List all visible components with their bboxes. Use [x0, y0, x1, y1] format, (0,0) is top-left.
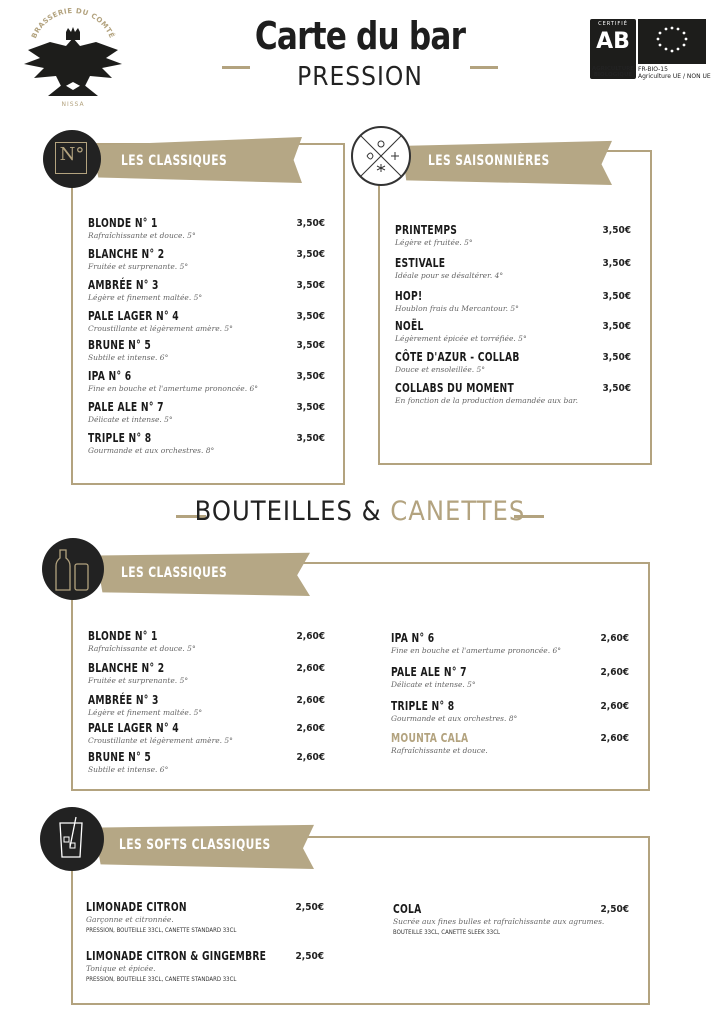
menu-item-name: COLLABS DU MOMENT	[395, 381, 515, 395]
menu-item-name: CÔTE D'AZUR - COLLAB	[395, 350, 520, 364]
menu-item-price: 3,50€	[602, 383, 631, 394]
menu-item-price: 2,60€	[296, 723, 325, 734]
soft-item-formats: BOUTEILLE 33CL, CANETTE SLEEK 33CL	[393, 929, 500, 936]
menu-item-name: BRUNE N° 5	[88, 338, 152, 352]
eu-code: FR-BIO-15	[638, 66, 668, 73]
menu-item-description: Gourmande et aux orchestres. 8°	[391, 714, 518, 723]
menu-item-description: Délicate et intense. 5°	[88, 415, 173, 424]
menu-item-name: NOËL	[395, 319, 424, 333]
menu-item-name: BLONDE N° 1	[88, 216, 158, 230]
menu-item-name: TRIPLE N° 8	[88, 431, 152, 445]
menu-item-name: PALE ALE N° 7	[391, 665, 467, 679]
soft-item-price: 2,50€	[600, 904, 629, 915]
menu-item-description: Légèrement épicée et torréfiée. 5°	[395, 334, 527, 343]
soft-item-name: LIMONADE CITRON & GINGEMBRE	[86, 949, 267, 963]
menu-item-description: Subtile et intense. 6°	[88, 765, 169, 774]
menu-item-price: 3,50€	[296, 371, 325, 382]
menu-item-name: TRIPLE N° 8	[391, 699, 455, 713]
soft-item-description: Sucrée aux fines bulles et rafraîchissante aux agrumes.	[393, 917, 605, 926]
menu-item-price: 2,60€	[296, 631, 325, 642]
bottle-can-icon	[42, 538, 104, 600]
menu-item-description: Idéale pour se désaltérer. 4°	[395, 271, 504, 280]
menu-item-price: 2,60€	[296, 663, 325, 674]
menu-item-description: Rafraîchissante et douce. 5°	[88, 644, 196, 653]
menu-item-name: PRINTEMPS	[395, 223, 458, 237]
menu-item-description: Fruitée et surprenante. 5°	[88, 262, 189, 271]
soft-item-description: Tonique et épicée.	[86, 964, 156, 973]
menu-item-description: Légère et fruitée. 5°	[395, 238, 473, 247]
menu-item-description: Fruitée et surprenante. 5°	[88, 676, 189, 685]
menu-item-name: BLANCHE N° 2	[88, 247, 165, 261]
menu-item-price: 3,50€	[296, 311, 325, 322]
number-badge-icon: N°	[43, 130, 101, 188]
ab-text: AB	[596, 29, 630, 54]
soft-item-price: 2,50€	[295, 951, 324, 962]
menu-item-price: 2,60€	[296, 695, 325, 706]
menu-item-name: AMBRÉE N° 3	[88, 278, 159, 292]
menu-item-description: Douce et ensoleillée. 5°	[395, 365, 486, 374]
menu-item-description: Délicate et intense. 5°	[391, 680, 476, 689]
page-subtitle: PRESSION	[297, 62, 423, 92]
menu-item-price: 2,60€	[600, 733, 629, 744]
menu-item-name: BLONDE N° 1	[88, 629, 158, 643]
pression-saisonnieres-heading: LES SAISONNIÈRES	[428, 153, 550, 169]
softs-heading: LES SOFTS CLASSIQUES	[119, 837, 271, 853]
menu-item-name: PALE LAGER N° 4	[88, 721, 179, 735]
menu-item-description: Légère et finement maltée. 5°	[88, 708, 203, 717]
menu-item-description: Subtile et intense. 6°	[88, 353, 169, 362]
menu-item-name: IPA N° 6	[391, 631, 435, 645]
ab-caption: AGRICULTURE BIOLOGIQUE	[591, 66, 635, 78]
soft-item-formats: PRESSION, BOUTEILLE 33CL, CANETTE STANDARD 33CL	[86, 976, 237, 983]
logo-name: BRASSERIE DU COMTÉ	[30, 8, 116, 40]
eu-organic-logo	[638, 19, 706, 64]
eu-leaf-icon	[638, 19, 706, 64]
page-title: Carte du bar	[254, 14, 466, 58]
bouteilles-classiques-heading: LES CLASSIQUES	[121, 565, 228, 581]
menu-item-name: BRUNE N° 5	[88, 750, 152, 764]
soft-item-formats: PRESSION, BOUTEILLE 33CL, CANETTE STANDARD 33CL	[86, 927, 237, 934]
menu-item-description: Croustillante et légèrement amère. 5°	[88, 324, 233, 333]
menu-item-price: 3,50€	[296, 218, 325, 229]
soft-drink-glass-icon	[40, 807, 104, 871]
menu-item-name: PALE ALE N° 7	[88, 400, 164, 414]
menu-item-description: Légère et finement maltée. 5°	[88, 293, 203, 302]
menu-item-description: Fine en bouche et l'amertume prononcée. 6°	[88, 384, 259, 393]
menu-item-price: 2,60€	[600, 633, 629, 644]
menu-item-price: 3,50€	[296, 340, 325, 351]
cert-label: CERTIFIÉ	[598, 21, 628, 27]
menu-item-description: Croustillante et légèrement amère. 5°	[88, 736, 233, 745]
logo-city: NISSA	[61, 101, 85, 108]
menu-item-description: Rafraîchissante et douce.	[391, 746, 488, 755]
menu-item-price: 3,50€	[602, 291, 631, 302]
seasons-icon	[351, 126, 411, 186]
bouteilles-canettes-heading: BOUTEILLES & CANETTES	[194, 496, 526, 527]
menu-item-price: 3,50€	[296, 249, 325, 260]
menu-item-price: 3,50€	[296, 280, 325, 291]
pression-classiques-heading: LES CLASSIQUES	[121, 153, 228, 169]
menu-item-price: 3,50€	[602, 321, 631, 332]
menu-item-description: En fonction de la production demandée aux bar.	[395, 396, 578, 405]
menu-item-price: 3,50€	[602, 352, 631, 363]
soft-item-name: COLA	[393, 902, 422, 916]
menu-item-name: PALE LAGER N° 4	[88, 309, 179, 323]
menu-item-name: HOP!	[395, 289, 423, 303]
menu-item-price: 3,50€	[296, 402, 325, 413]
soft-item-name: LIMONADE CITRON	[86, 900, 187, 914]
eu-caption-text: Agriculture UE / NON UE	[638, 73, 711, 80]
menu-item-price: 2,60€	[296, 752, 325, 763]
menu-item-price: 2,60€	[600, 701, 629, 712]
menu-item-price: 2,60€	[600, 667, 629, 678]
soft-item-price: 2,50€	[295, 902, 324, 913]
menu-item-name: ESTIVALE	[395, 256, 446, 270]
soft-item-description: Garçonne et citronnée.	[86, 915, 174, 924]
menu-item-description: Rafraîchissante et douce. 5°	[88, 231, 196, 240]
eu-caption	[638, 66, 712, 80]
menu-item-name: BLANCHE N° 2	[88, 661, 165, 675]
menu-item-description: Gourmande et aux orchestres. 8°	[88, 446, 215, 455]
menu-item-price: 3,50€	[296, 433, 325, 444]
menu-item-name: IPA N° 6	[88, 369, 132, 383]
menu-item-price: 3,50€	[602, 225, 631, 236]
menu-item-description: Houblon frais du Mercantour. 5°	[395, 304, 519, 313]
menu-item-name: MOUNTA CALA	[391, 731, 469, 745]
menu-item-description: Fine en bouche et l'amertume prononcée. 6°	[391, 646, 562, 655]
menu-item-name: AMBRÉE N° 3	[88, 693, 159, 707]
menu-item-price: 3,50€	[602, 258, 631, 269]
